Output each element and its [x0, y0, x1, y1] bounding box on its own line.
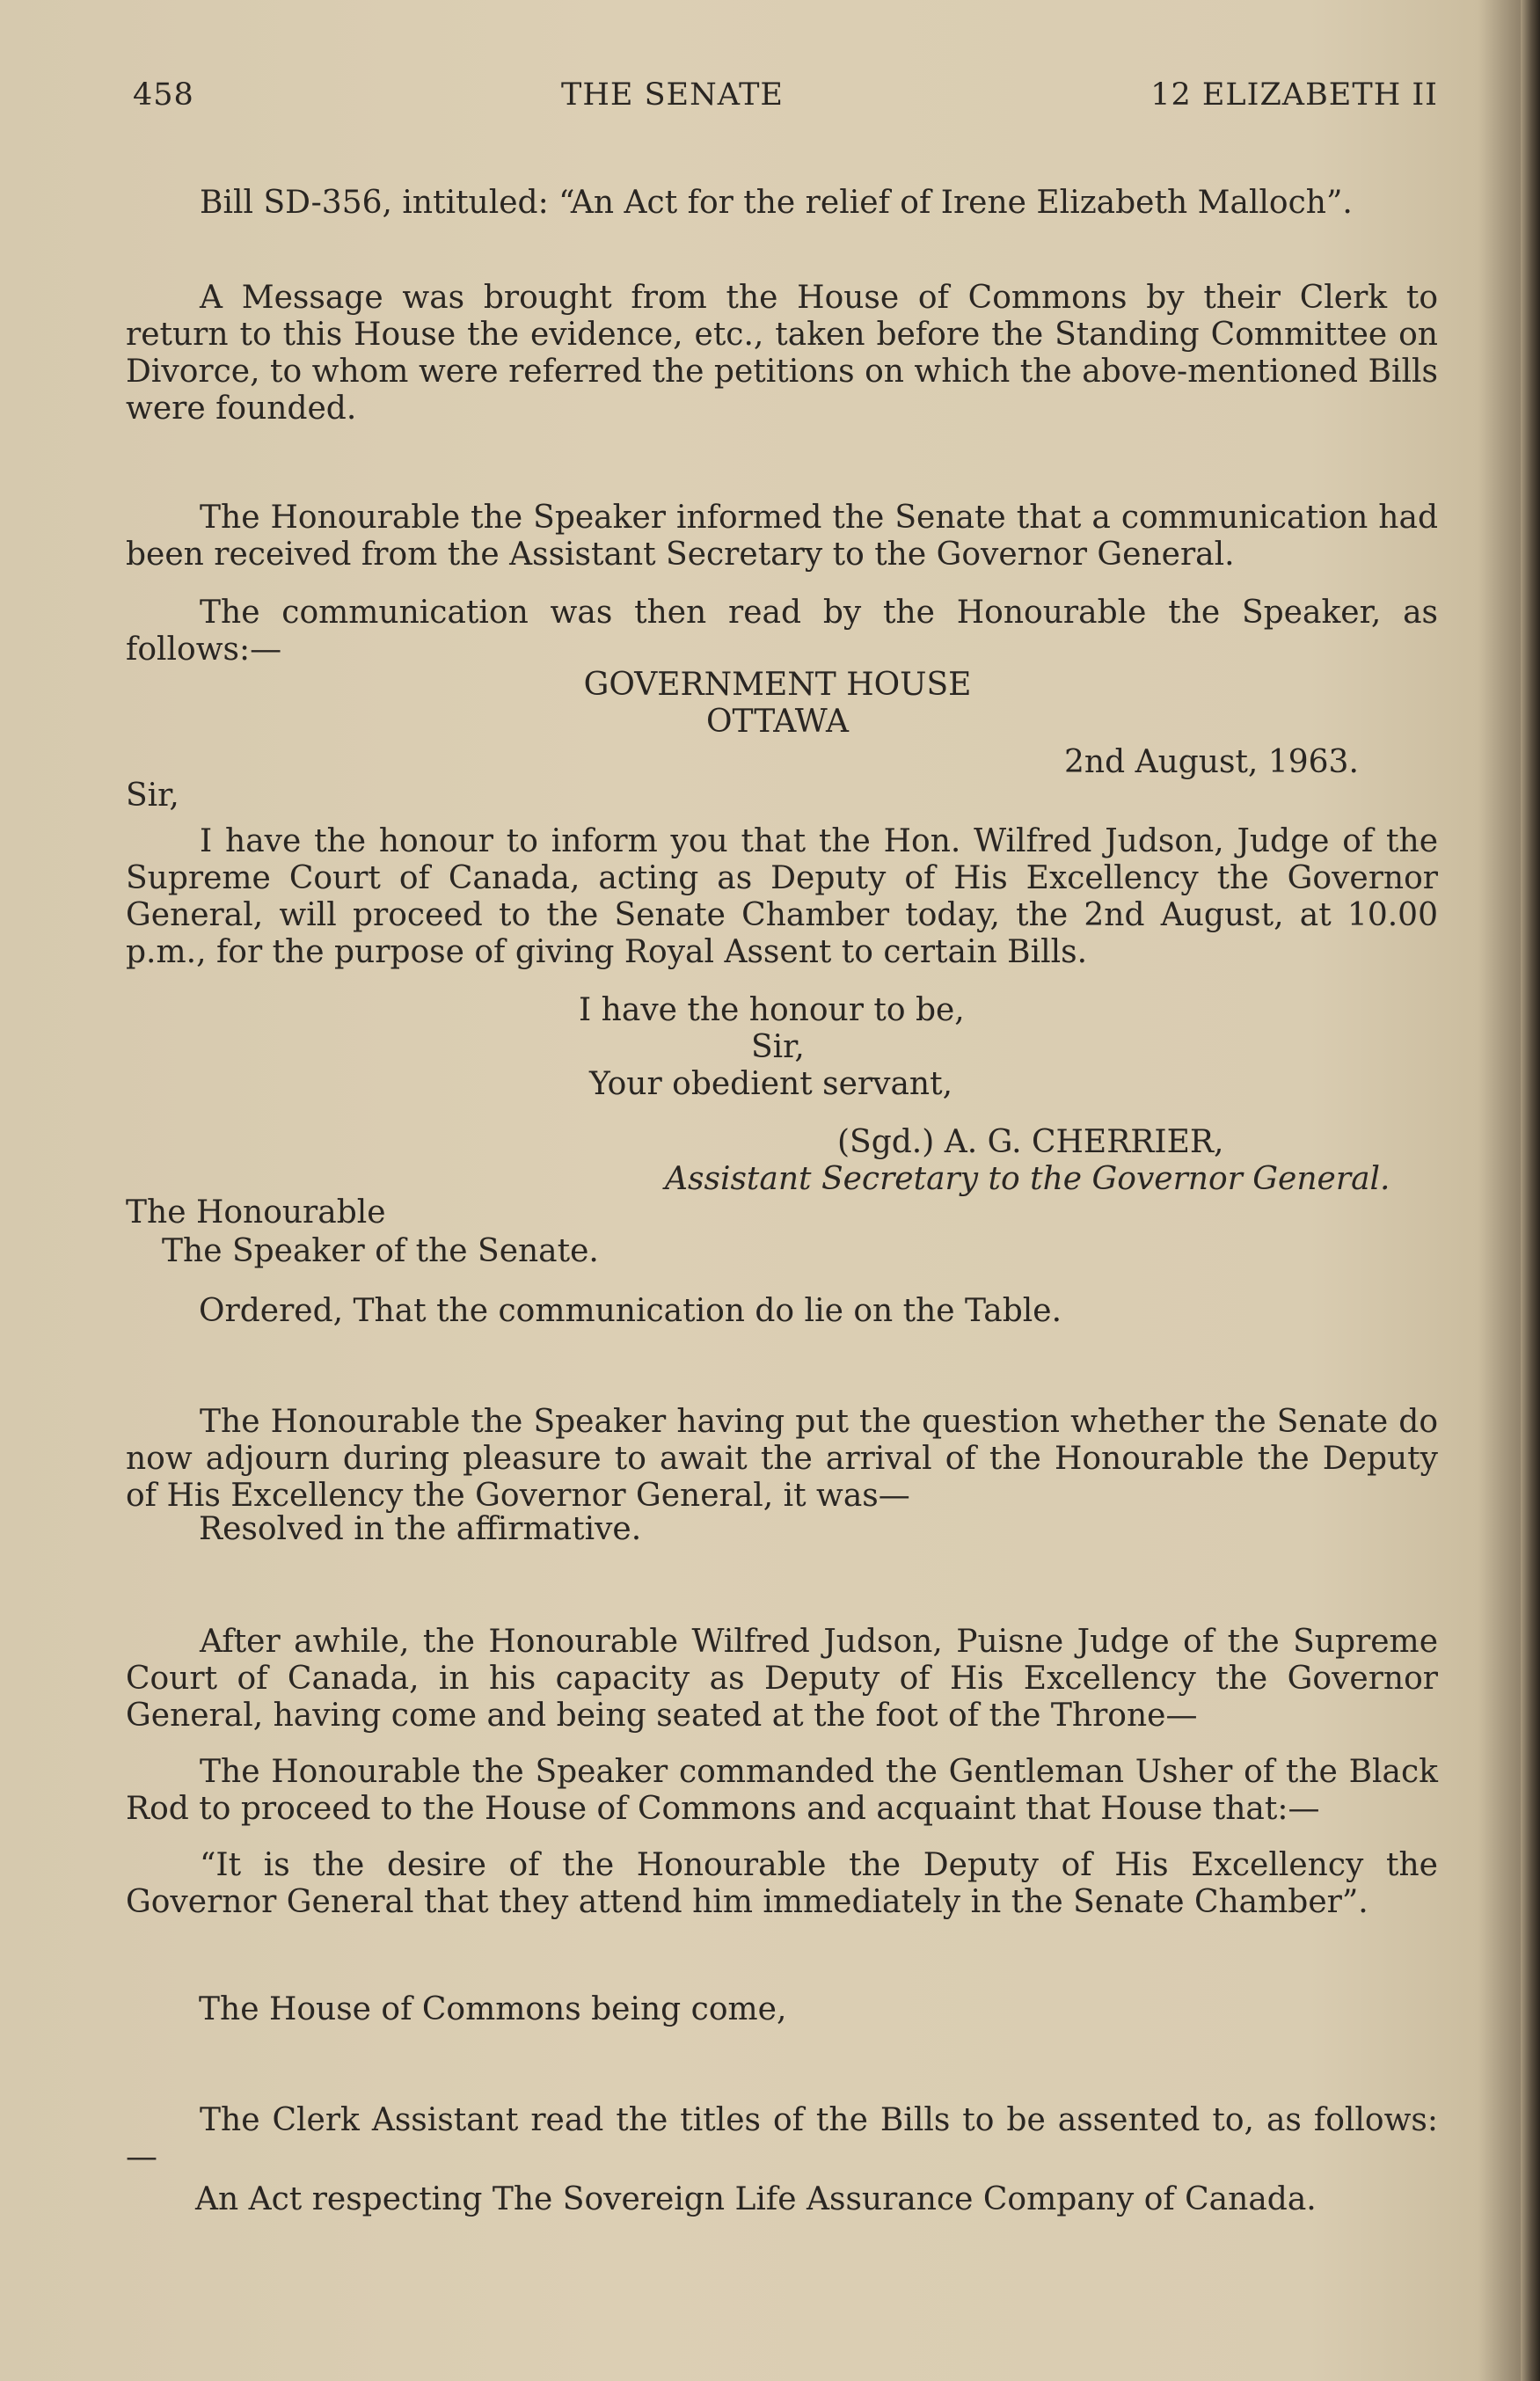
page-binding-edge — [1521, 0, 1540, 2381]
letter-heading-line1: GOVERNMENT HOUSE — [583, 667, 972, 703]
bill-paragraph: Bill SD-356, intituled: “An Act for the relief of Irene Elizabeth Malloch”. — [200, 185, 1353, 221]
regnal-year: 12 ELIZABETH II — [1150, 77, 1438, 113]
usher-paragraph: The Honourable the Speaker commanded the Gentleman Usher of the Black Rod to proceed to the House of Commons and acquaint that House that:— — [126, 1754, 1438, 1827]
communication-read-paragraph: The communication was then read by the Honourable the Speaker, as follows:— — [126, 595, 1438, 668]
running-title: THE SENATE — [561, 77, 784, 113]
signature-title: Assistant Secretary to the Governor General. — [665, 1161, 1390, 1197]
message-paragraph: A Message was brought from the House of Commons by their Clerk to return to this House the evidence, etc., taken before the Standing Committee on Divorce, to whom were referred the petitions on which the above-mentioned Bills were founded. — [126, 280, 1438, 427]
letter-salutation: Sir, — [126, 778, 179, 814]
resolved-line: Resolved in the affirmative. — [199, 1511, 642, 1547]
letter-date: 2nd August, 1963. — [1064, 744, 1359, 780]
after-awhile-paragraph: After awhile, the Honourable Wilfred Judson, Puisne Judge of the Supreme Court of Canada, in his capacity as Deputy of His Excellency the Governor General, having come and being seated at the foot of the Throne— — [126, 1624, 1438, 1734]
page-header — [133, 77, 1438, 113]
desire-paragraph: “It is the desire of the Honourable the Deputy of His Excellency the Governor General that they attend him immediately in the Senate Chamber”. — [126, 1847, 1438, 1920]
addressee-line2: The Speaker of the Senate. — [162, 1233, 599, 1269]
closing-line3: Your obedient servant, — [589, 1066, 953, 1102]
commons-come-line: The House of Commons being come, — [199, 1991, 787, 2027]
closing-line2: Sir, — [751, 1029, 805, 1065]
clerk-read-paragraph: The Clerk Assistant read the titles of the Bills to be assented to, as follows:— — [126, 2102, 1438, 2175]
ordered-line: Ordered, That the communication do lie on the Table. — [199, 1293, 1062, 1329]
page-number: 458 — [133, 77, 194, 113]
act-line: An Act respecting The Sovereign Life Assurance Company of Canada. — [195, 2181, 1317, 2217]
question-paragraph: The Honourable the Speaker having put the question whether the Senate do now adjourn during pleasure to await the arrival of the Honourable the Deputy of His Excellency the Governor General, it was— — [126, 1404, 1438, 1514]
speaker-informed-paragraph: The Honourable the Speaker informed the Senate that a communication had been received from the Assistant Secretary to the Governor General. — [126, 500, 1438, 573]
letter-heading-line2: OTTAWA — [706, 704, 849, 740]
addressee-line1: The Honourable — [126, 1194, 386, 1231]
closing-line1: I have the honour to be, — [579, 992, 965, 1028]
letter-body: I have the honour to inform you that the Hon. Wilfred Judson, Judge of the Supreme Court of Canada, acting as Deputy of His Excellency the Governor General, will proceed to the Senate Chamber today, the 2nd August, at 10.00 p.m., for the purpose of giving Royal Assent to certain Bills. — [126, 823, 1438, 970]
signature: (Sgd.) A. G. CHERRIER, — [837, 1124, 1224, 1160]
